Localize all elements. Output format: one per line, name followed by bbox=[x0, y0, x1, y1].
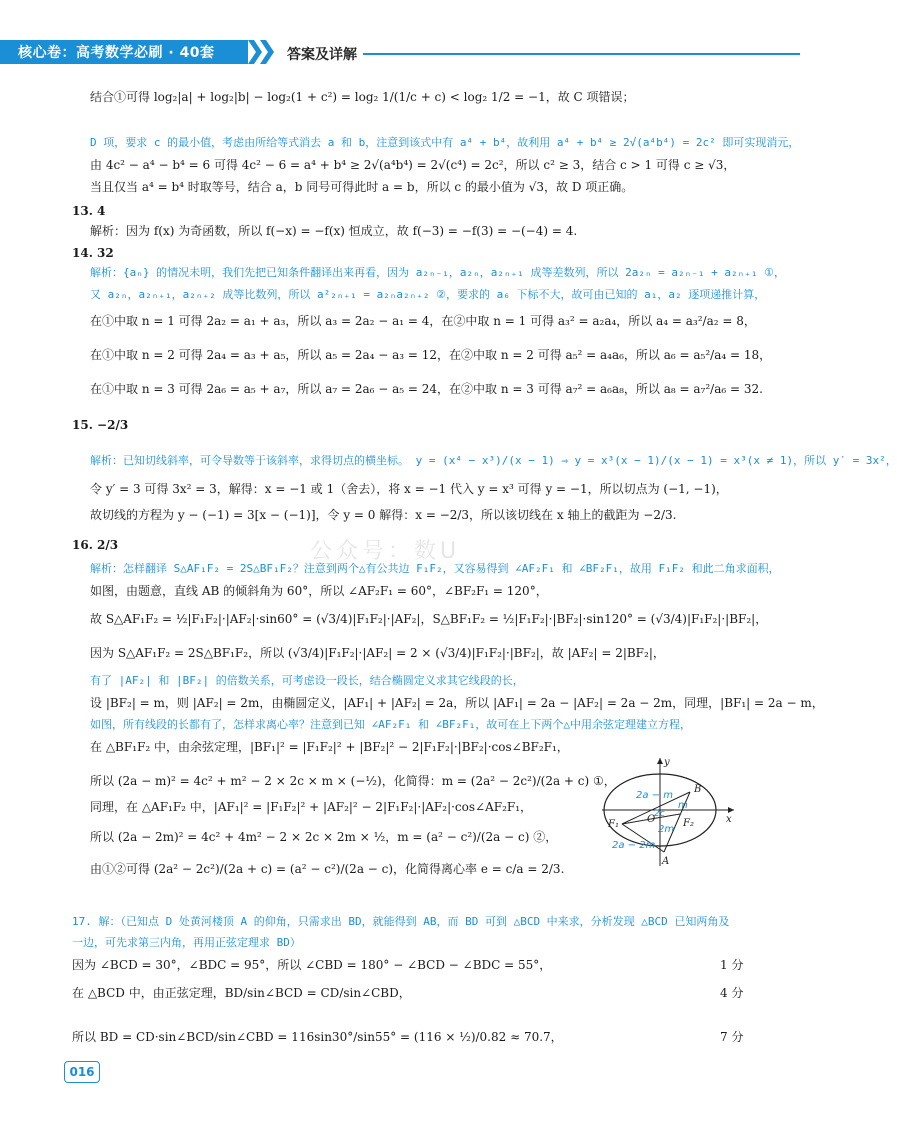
text-line: 所以 (2a − m)² = 4c² + m² − 2 × 2c × m × (−½)，化简得：m = (2a² − 2c²)/(2a + c) ①， bbox=[90, 774, 616, 788]
text-line: 故 S△AF₁F₂ = ½|F₁F₂|·|AF₂|·sin60° = (√3/4)|F₁F₂|·|AF₂|，S△BF₁F₂ = ½|F₁F₂|·|BF₂|·sin120° = (√3/4)|F₁F₂|·|BF₂|， bbox=[90, 612, 768, 626]
label-2a-m: 2a − m bbox=[636, 790, 673, 801]
text-line: 解析：因为 f(x) 为奇函数，所以 f(−x) = −f(x) 恒成立，故 f(−3) = −f(3) = −(−4) = 4. bbox=[90, 224, 578, 238]
label-F1: F₁ bbox=[608, 819, 619, 830]
hint-line: 解析：已知切线斜率，可令导数等于该斜率，求得切点的横坐标。 y = (x⁴ − x³)/(x − 1) ⇒ y = x³(x − 1)/(x − 1) = x³(x ≠ 1)，所以 y′ = 3x²， bbox=[90, 454, 897, 467]
text-line: 当且仅当 a⁴ = b⁴ 时取等号，结合 a，b 同号可得此时 a = b，所以 c 的最小值为 √3，故 D 项正确。 bbox=[90, 180, 634, 194]
question-number: 15. −2/3 bbox=[72, 418, 129, 432]
label-x: x bbox=[726, 814, 732, 825]
hint-line: 解析：{aₙ} 的情况未明，我们先把已知条件翻译出来再看，因为 a₂ₙ₋₁，a₂ₙ，a₂ₙ₊₁ 成等差数列，所以 2a₂ₙ = a₂ₙ₋₁ + a₂ₙ₊₁ ①， bbox=[90, 266, 786, 279]
x-axis-arrow bbox=[728, 807, 734, 813]
text-line: 令 y′ = 3 可得 3x² = 3，解得：x = −1 或 1（舍去），将 x = −1 代入 y = x³ 可得 y = −1，所以切点为 (−1, −1)， bbox=[90, 482, 728, 496]
hint-line: 一边，可先求第三内角，再用正弦定理求 BD） bbox=[72, 936, 301, 949]
page-number: 016 bbox=[64, 1061, 100, 1083]
text-line: 在①中取 n = 1 可得 2a₂ = a₁ + a₃，所以 a₃ = 2a₂ − a₁ = 4，在②中取 n = 1 可得 a₃² = a₂a₄，所以 a₄ = a₃²/a₂ = 8， bbox=[90, 314, 756, 328]
text-line: 在①中取 n = 3 可得 2a₆ = a₅ + a₇，所以 a₇ = 2a₆ − a₅ = 24，在②中取 n = 3 可得 a₇² = a₆a₈，所以 a₈ = a₇²/a₆ = 32. bbox=[90, 382, 763, 396]
ellipse-figure bbox=[598, 756, 738, 868]
hint-line: 有了 |AF₂| 和 |BF₂| 的倍数关系，可考虑设一段长，结合椭圆定义求其它线段的长， bbox=[90, 674, 524, 687]
text-line: 如图，由题意，直线 AB 的倾斜角为 60°，所以 ∠AF₂F₁ = 60°，∠BF₂F₁ = 120°， bbox=[90, 584, 548, 598]
section-title: 答案及详解 bbox=[287, 47, 357, 63]
text-line: 结合①可得 log₂|a| + log₂|b| − log₂(1 + c²) = log₂ 1/(1/c + c) < log₂ 1/2 = −1，故 C 项错误； bbox=[90, 90, 635, 104]
label-A: A bbox=[662, 856, 670, 867]
hint-line: D 项，要求 c 的最小值，考虑由所给等式消去 a 和 b，注意到该式中有 a⁴ + b⁴，故利用 a⁴ + b⁴ ≥ 2√(a⁴b⁴) = 2c² 即可实现消元， bbox=[90, 136, 800, 149]
text-line: 所以 BD = CD·sin∠BCD/sin∠CBD = 116sin30°/sin55° = (116 × ½)/0.82 ≈ 70.7， bbox=[72, 1030, 563, 1044]
label-y: y bbox=[664, 757, 670, 768]
question-number: 14. 32 bbox=[72, 246, 114, 260]
label-2m: 2m bbox=[658, 824, 675, 835]
text-line: 同理，在 △AF₁F₂ 中，|AF₁|² = |F₁F₂|² + |AF₂|² − 2|F₁F₂|·|AF₂|·cos∠AF₂F₁， bbox=[90, 800, 533, 814]
text-line: 因为 ∠BCD = 30°，∠BDC = 95°，所以 ∠CBD = 180° − ∠BCD − ∠BDC = 55°， bbox=[72, 958, 552, 972]
label-F2: F₂ bbox=[683, 818, 694, 829]
text-line: 因为 S△AF₁F₂ = 2S△BF₁F₂，所以 (√3/4)|F₁F₂|·|AF₂| = 2 × (√3/4)|F₁F₂|·|BF₂|，故 |AF₂| = 2|BF₂|， bbox=[90, 646, 665, 660]
hint-line: 又 a₂ₙ，a₂ₙ₊₁，a₂ₙ₊₂ 成等比数列，所以 a²₂ₙ₊₁ = a₂ₙa₂ₙ₊₂ ②，要求的 a₆ 下标不大，故可由已知的 a₁，a₂ 逐项递推计算， bbox=[90, 288, 766, 301]
label-2a-2m: 2a − 2m bbox=[612, 840, 656, 851]
text-line: 在 △BF₁F₂ 中，由余弦定理，|BF₁|² = |F₁F₂|² + |BF₂|² − 2|F₁F₂|·|BF₂|·cos∠BF₂F₁， bbox=[90, 740, 569, 754]
text-line: 故切线的方程为 y − (−1) = 3[x − (−1)]，令 y = 0 解得：x = −2/3，所以该切线在 x 轴上的截距为 −2/3. bbox=[90, 508, 677, 522]
y-axis-arrow bbox=[657, 758, 663, 764]
header-rule bbox=[363, 53, 800, 55]
text-line: 由 4c² − a⁴ − b⁴ = 6 可得 4c² − 6 = a⁴ + b⁴ ≥ 2√(a⁴b⁴) = 2√(c⁴) = 2c²，所以 c² ≥ 3，结合 c > 1 可得 c ≥ √3， bbox=[90, 158, 736, 172]
text-line: 在①中取 n = 2 可得 2a₄ = a₃ + a₅，所以 a₅ = 2a₄ − a₃ = 12，在②中取 n = 2 可得 a₅² = a₄a₆，所以 a₆ = a₅²/a₄ = 18， bbox=[90, 348, 772, 362]
label-m: m bbox=[678, 800, 688, 811]
label-2c: 2c bbox=[654, 809, 665, 819]
text-line: 设 |BF₂| = m，则 |AF₂| = 2m，由椭圆定义，|AF₁| + |AF₂| = 2a，所以 |AF₁| = 2a − |AF₂| = 2a − 2m，同理，|BF₁| = 2a − m， bbox=[90, 696, 824, 710]
watermark: 公众号：数U bbox=[310, 539, 461, 564]
hint-line: 如图，所有线段的长都有了，怎样求离心率？注意到已知 ∠AF₂F₁ 和 ∠BF₂F₁，故可在上下两个△中用余弦定理建立方程， bbox=[90, 718, 691, 731]
label-B: B bbox=[694, 784, 702, 795]
text-line: 所以 (2a − 2m)² = 4c² + 4m² − 2 × 2c × 2m × ½，m = (a² − c²)/(2a − c) ②， bbox=[90, 830, 558, 844]
question-number: 13. 4 bbox=[72, 204, 106, 218]
question-number: 16. 2/3 bbox=[72, 538, 119, 552]
book-title: 核心卷：高考数学必刷 · 40套 bbox=[18, 45, 215, 61]
label-O: O bbox=[647, 814, 656, 825]
score-label: 7 分 bbox=[720, 1030, 744, 1044]
text-line: 在 △BCD 中，由正弦定理，BD/sin∠BCD = CD/sin∠CBD， bbox=[72, 986, 411, 1000]
page-header bbox=[0, 0, 800, 62]
score-label: 4 分 bbox=[720, 986, 744, 1000]
hint-line: 解析：怎样翻译 S△AF₁F₂ = 2S△BF₁F₂？注意到两个△有公共边 F₁F₂，又容易得到 ∠AF₂F₁ 和 ∠BF₂F₁，故用 F₁F₂ 和此二角求面积， bbox=[90, 562, 780, 575]
hint-line: 17. 解：（已知点 D 处黄河楼顶 A 的仰角，只需求出 BD，就能得到 AB，而 BD 可到 △BCD 中来求，分析发现 △BCD 已知两角及 bbox=[72, 915, 730, 928]
text-line: 由①②可得 (2a² − 2c²)/(2a + c) = (a² − c²)/(2a − c)，化简得离心率 e = c/a = 2/3. bbox=[90, 862, 565, 876]
header-slash-decoration bbox=[246, 40, 286, 64]
score-label: 1 分 bbox=[720, 958, 744, 972]
question-17 bbox=[72, 912, 729, 931]
